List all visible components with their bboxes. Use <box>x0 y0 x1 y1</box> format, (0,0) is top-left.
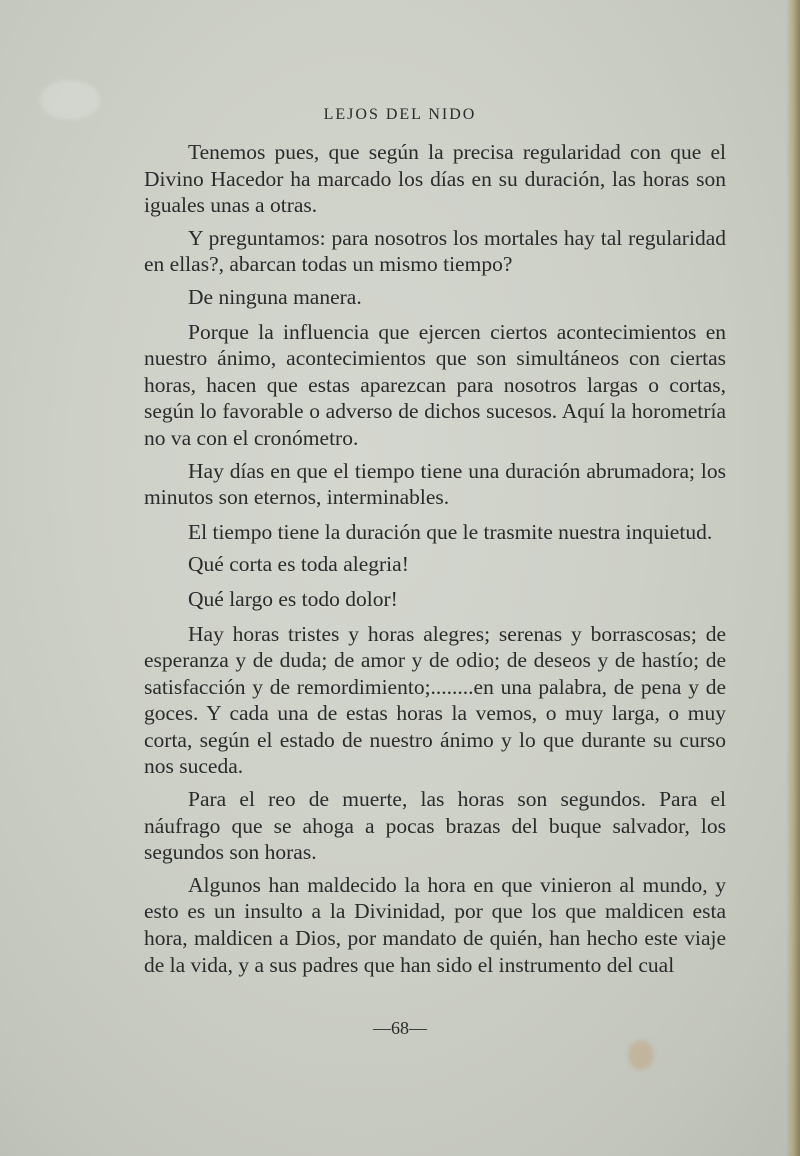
paragraph: Algunos han maldecido la hora en que vinieron al mundo, y esto es un insulto a la Divinidad, por que los que maldicen esta hora, maldicen a Dios, por mandato de quién, han hecho este viaje de la vida, y a sus padres que han sido el instrumento del cual <box>144 872 726 977</box>
running-head: LEJOS DEL NIDO <box>323 106 477 123</box>
page-edge <box>786 0 800 1156</box>
paragraph: El tiempo tiene la duración que le trasmite nuestra inquietud. <box>188 519 713 544</box>
paragraph: Y preguntamos: para nosotros los mortales hay tal regularidad en ellas?, abarcan todas un mismo tiempo? <box>144 225 726 277</box>
paragraph: Para el reo de muerte, las horas son segundos. Para el náufrago que se ahoga a pocas brazas del buque salvador, los segundos son horas. <box>144 787 726 865</box>
paragraph: Qué corta es toda alegria! <box>188 552 409 577</box>
page-number: —68— <box>373 1018 427 1038</box>
paper-stain <box>628 1040 654 1070</box>
paragraph: Tenemos pues, que según la precisa regularidad con que el Divino Hacedor ha marcado los días en su duración, las horas son iguales unas a otras. <box>144 140 726 218</box>
paragraph: Hay días en que el tiempo tiene una duración abrumadora; los minutos son eternos, interminables. <box>144 458 726 510</box>
body-text <box>144 139 726 984</box>
paragraph: De ninguna manera. <box>188 284 362 309</box>
paragraph: Hay horas tristes y horas alegres; serenas y borrascosas; de esperanza y de duda; de amor y de odio; de deseos y de hastío; de satisfacción y de remordimiento;........en una palabra, de pena y de goces. Y cada una de estas horas la vemos, o muy larga, o muy corta, según el estado de nuestro ánimo y lo que durante su curso nos suceda. <box>144 621 726 779</box>
paragraph: Porque la influencia que ejercen ciertos acontecimientos en nuestro ánimo, acontecimientos que son simultáneos con ciertas horas, hacen que estas aparezcan para nosotros largas o cortas, según lo favorable o adverso de dichos sucesos. Aquí la horometría no va con el cronómetro. <box>144 319 726 450</box>
paragraph: Qué largo es todo dolor! <box>188 586 398 611</box>
